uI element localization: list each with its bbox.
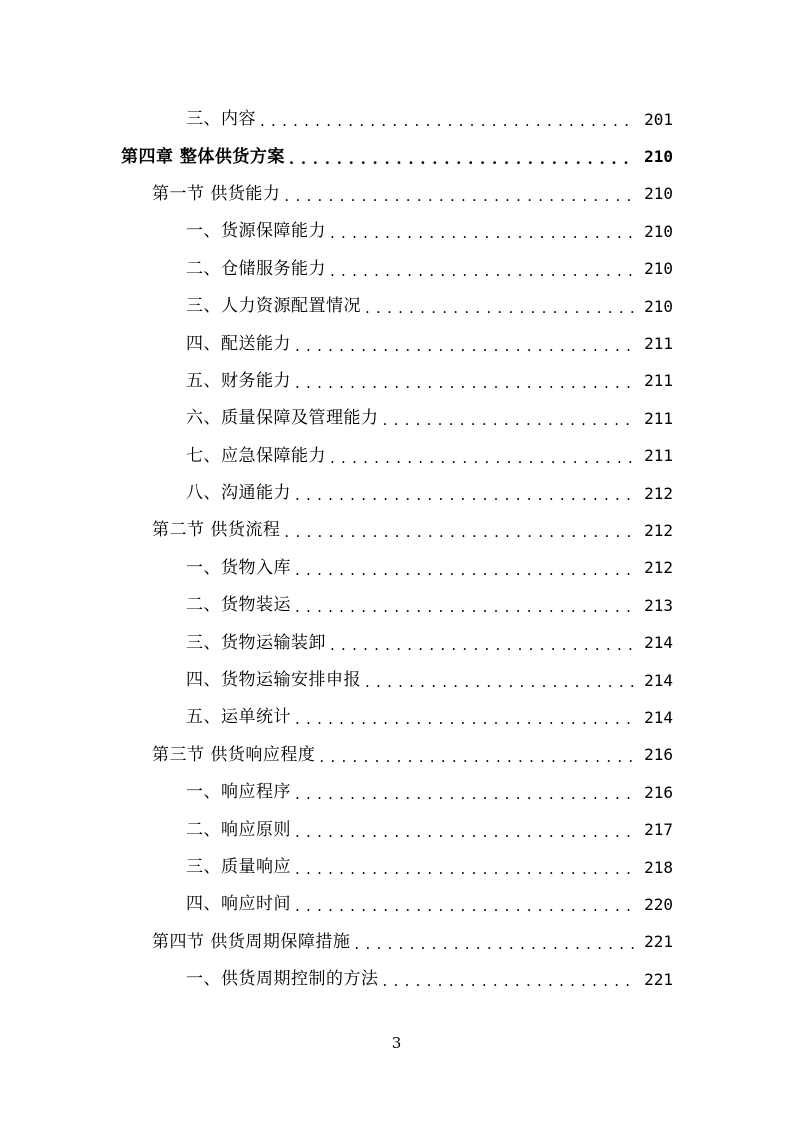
- toc-dot-leader: [295, 563, 635, 578]
- toc-subsection-entry[interactable]: [0, 475, 793, 512]
- toc-dot-leader: [365, 301, 635, 316]
- toc-dot-leader: [354, 937, 635, 952]
- toc-subsection-entry[interactable]: [0, 699, 793, 736]
- toc-section-entry[interactable]: [0, 737, 793, 774]
- toc-subsection-entry[interactable]: [0, 213, 793, 250]
- toc-subsection-entry[interactable]: [0, 662, 793, 699]
- toc-entry-title: 三、质量响应: [186, 857, 291, 877]
- toc-subsection-entry[interactable]: [0, 849, 793, 886]
- toc-subsection-entry[interactable]: [0, 363, 793, 400]
- toc-entry-title: 第三节 供货响应程度: [152, 744, 316, 765]
- toc-subsection-entry[interactable]: [0, 587, 793, 624]
- toc-entry-page-number: 201: [644, 109, 673, 129]
- toc-dot-leader: [383, 413, 636, 428]
- toc-section-entry[interactable]: [0, 176, 793, 213]
- toc-entry-title: 一、供货周期控制的方法: [186, 969, 379, 990]
- toc-dot-leader: [330, 264, 635, 279]
- toc-dot-leader: [295, 376, 635, 391]
- toc-entry-page-number: 217: [644, 820, 673, 840]
- toc-entry-title: 二、响应原则: [186, 819, 291, 840]
- toc-entry-page-number: 218: [644, 857, 673, 877]
- toc-entry-page-number: 211: [644, 371, 673, 391]
- toc-dot-leader: [365, 675, 635, 690]
- toc-dot-leader: [295, 899, 635, 914]
- toc-entry-title: 五、财务能力: [186, 370, 291, 391]
- toc-entry-title: 一、货源保障能力: [186, 221, 326, 242]
- toc-entry-title: 七、应急保障能力: [186, 445, 326, 466]
- toc-dot-leader: [295, 825, 635, 840]
- toc-subsection-entry[interactable]: [0, 550, 793, 587]
- toc-entry-page-number: 210: [644, 259, 673, 279]
- toc-entry-title: 三、内容: [186, 109, 256, 130]
- toc-entry-title: 一、响应程序: [186, 782, 291, 803]
- toc-entry-title: 四、货物运输安排申报: [186, 670, 361, 691]
- toc-dot-leader: [295, 339, 635, 354]
- toc-subsection-entry[interactable]: [0, 438, 793, 475]
- toc-entry-title: 四、配送能力: [186, 333, 291, 354]
- table-of-contents: [0, 101, 793, 998]
- toc-entry-page-number: 210: [644, 184, 673, 204]
- toc-dot-leader: [295, 488, 635, 503]
- toc-entry-title: 六、质量保障及管理能力: [186, 408, 379, 429]
- toc-dot-leader: [289, 152, 635, 167]
- toc-subsection-entry[interactable]: [0, 288, 793, 325]
- toc-entry-page-number: 221: [644, 932, 673, 952]
- toc-entry-page-number: 210: [644, 296, 673, 316]
- toc-entry-page-number: 216: [644, 782, 673, 802]
- toc-subsection-entry[interactable]: [0, 811, 793, 848]
- toc-entry-page-number: 212: [644, 520, 673, 540]
- toc-dot-leader: [260, 114, 635, 129]
- toc-entry-page-number: 210: [644, 147, 673, 167]
- toc-entry-page-number: 212: [644, 483, 673, 503]
- toc-subsection-entry[interactable]: [0, 400, 793, 437]
- toc-dot-leader: [330, 638, 635, 653]
- toc-entry-page-number: 221: [644, 969, 673, 989]
- toc-chapter-entry[interactable]: [0, 138, 793, 175]
- toc-subsection-entry[interactable]: [0, 325, 793, 362]
- toc-entry-title: 三、人力资源配置情况: [186, 296, 361, 317]
- toc-entry-title: 三、货物运输装卸: [186, 632, 326, 653]
- toc-dot-leader: [284, 525, 635, 540]
- toc-subsection-entry[interactable]: [0, 624, 793, 661]
- toc-dot-leader: [295, 862, 635, 877]
- toc-dot-leader: [295, 712, 635, 727]
- toc-dot-leader: [295, 600, 635, 615]
- toc-dot-leader: [295, 787, 635, 802]
- toc-subsection-entry[interactable]: [0, 886, 793, 923]
- toc-entry-title: 四、响应时间: [186, 894, 291, 915]
- toc-entry-title: 五、运单统计: [186, 707, 291, 728]
- toc-subsection-entry[interactable]: [0, 961, 793, 998]
- toc-section-entry[interactable]: [0, 512, 793, 549]
- toc-entry-title: 第四节 供货周期保障措施: [152, 931, 351, 952]
- toc-dot-leader: [330, 451, 635, 466]
- toc-entry-page-number: 214: [644, 670, 673, 690]
- toc-entry-title: 八、沟通能力: [186, 483, 291, 504]
- toc-entry-page-number: 210: [644, 221, 673, 241]
- toc-entry-page-number: 214: [644, 707, 673, 727]
- toc-subsection-entry[interactable]: [0, 251, 793, 288]
- toc-entry-title: 第一节 供货能力: [152, 183, 281, 204]
- toc-entry-page-number: 211: [644, 334, 673, 354]
- toc-entry-page-number: 212: [644, 558, 673, 578]
- toc-entry-page-number: 213: [644, 595, 673, 615]
- toc-entry-page-number: 220: [644, 894, 673, 914]
- toc-entry-page-number: 211: [644, 446, 673, 466]
- toc-subsection-entry[interactable]: [0, 101, 793, 138]
- toc-entry-title: 第四章 整体供货方案: [121, 146, 285, 167]
- toc-entry-page-number: 214: [644, 633, 673, 653]
- toc-entry-title: 二、仓储服务能力: [186, 258, 326, 279]
- toc-section-entry[interactable]: [0, 924, 793, 961]
- toc-dot-leader: [330, 226, 635, 241]
- toc-entry-title: 二、货物装运: [186, 595, 291, 616]
- toc-dot-leader: [284, 189, 635, 204]
- toc-entry-page-number: 216: [644, 745, 673, 765]
- page-number: 3: [391, 1034, 402, 1052]
- toc-entry-page-number: 211: [644, 408, 673, 428]
- toc-dot-leader: [319, 750, 635, 765]
- toc-dot-leader: [383, 974, 636, 989]
- toc-entry-title: 一、货物入库: [186, 557, 291, 578]
- toc-subsection-entry[interactable]: [0, 774, 793, 811]
- toc-entry-title: 第二节 供货流程: [152, 520, 281, 541]
